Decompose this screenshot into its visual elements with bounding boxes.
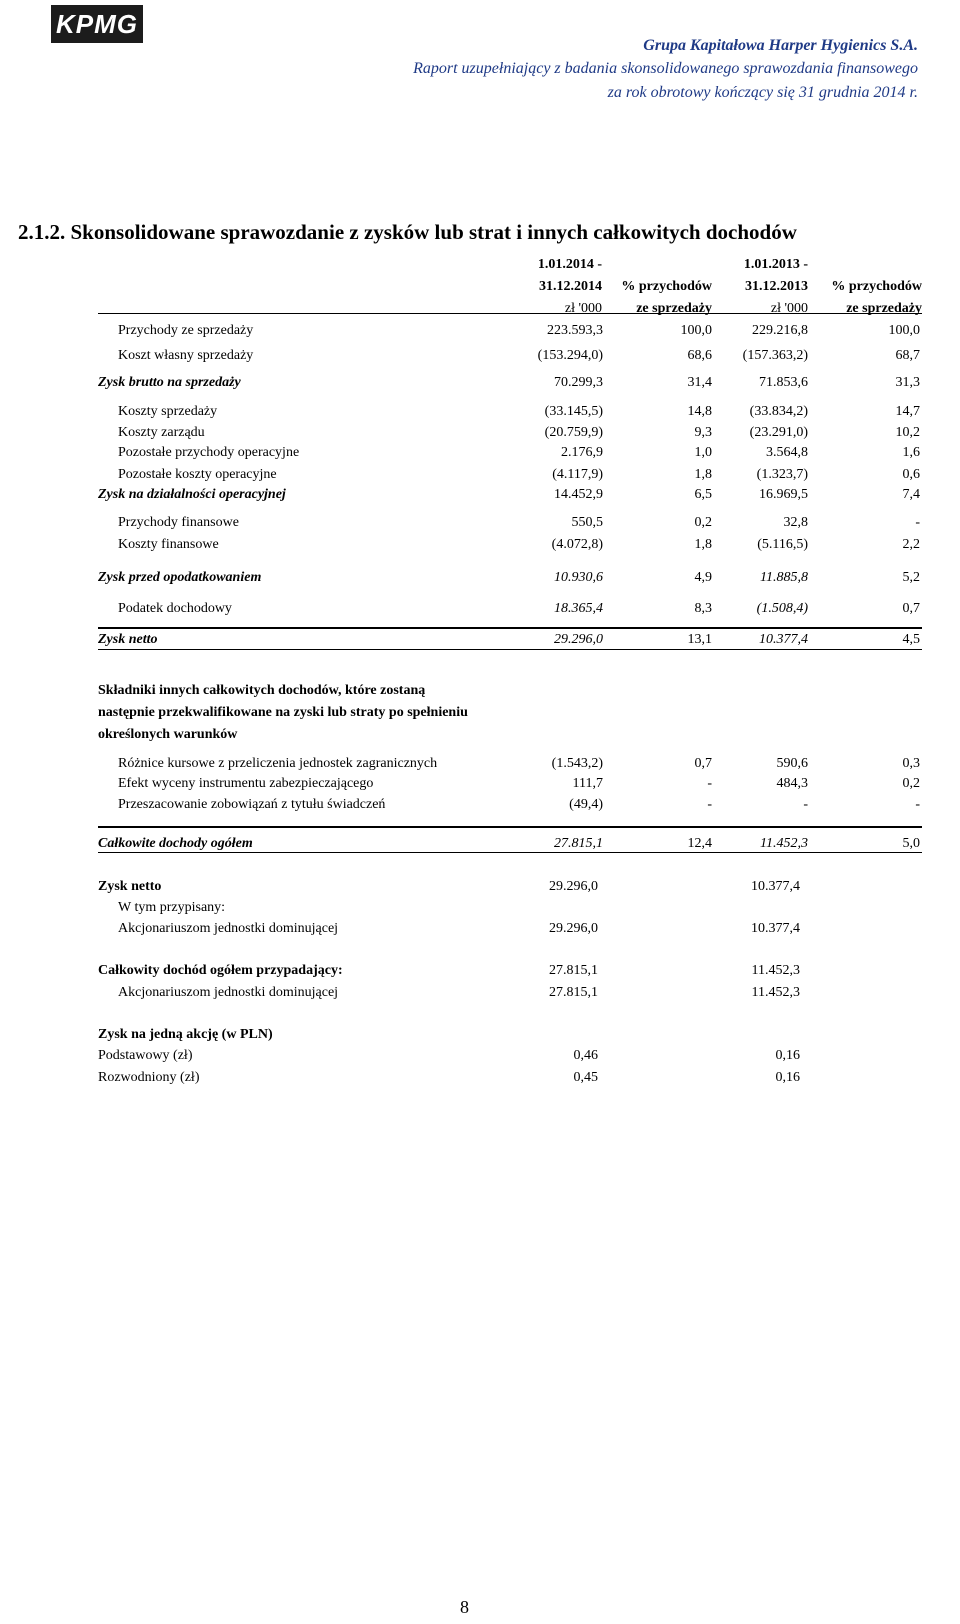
pct-2014: - [707, 776, 712, 791]
attribution-label: Zysk netto [98, 879, 162, 894]
pct-2014: 12,4 [687, 836, 712, 851]
page-number: 8 [460, 1597, 469, 1617]
value-2014: 2.176,9 [561, 445, 603, 460]
value-2014: (49,4) [569, 797, 603, 812]
report-period: za rok obrotowy kończący się 31 grudnia 2014 r. [607, 84, 918, 101]
net-profit-top-rule [98, 627, 922, 629]
pct-2014: 1,8 [694, 467, 712, 482]
pct-2013: 1,6 [902, 445, 920, 460]
pct-2014: 1,8 [694, 537, 712, 552]
value-2014: 10.930,6 [554, 570, 603, 585]
value-2013: 71.853,6 [759, 375, 808, 390]
value-2014: 223.593,3 [547, 323, 603, 338]
value-2014: 70.299,3 [554, 375, 603, 390]
row-label: Koszt własny sprzedaży [118, 348, 254, 363]
row-label: Zysk przed opodatkowaniem [98, 570, 262, 585]
value-2014: 27.815,1 [549, 963, 598, 978]
value-2014: 29.296,0 [549, 879, 598, 894]
value-2014: (20.759,9) [544, 425, 603, 440]
pct-2014: 100,0 [680, 323, 712, 338]
value-2014: 27.815,1 [549, 985, 598, 1000]
pct-2014: 14,8 [687, 404, 712, 419]
section-title: 2.1.2. Skonsolidowane sprawozdanie z zysków lub strat i innych całkowitych dochodów [18, 220, 797, 244]
pct-2014: 8,3 [694, 601, 712, 616]
value-2013: 11.452,3 [760, 836, 808, 851]
value-2013: (157.363,2) [742, 348, 808, 363]
value-2014: 550,5 [571, 515, 603, 530]
eps-2014: 0,46 [573, 1048, 598, 1063]
eps-label: Rozwodniony (zł) [98, 1070, 200, 1085]
pct-2014: 0,7 [694, 756, 712, 771]
pct-2013: 100,0 [888, 323, 920, 338]
pct-2013: 5,2 [902, 570, 920, 585]
eps-2013: 0,16 [775, 1048, 800, 1063]
value-2013: - [803, 797, 808, 812]
pct-2014: 4,9 [694, 570, 712, 585]
row-label: Zysk netto [98, 632, 158, 647]
row-label: Przychody finansowe [118, 515, 239, 530]
pct-2013: 2,2 [902, 537, 920, 552]
oci-row-label: Różnice kursowe z przeliczenia jednostek zagranicznych [118, 756, 438, 771]
col-header-2014: 1.01.2014 - 31.12.2014 zł '000 [537, 257, 602, 316]
oci-title: Składniki innych całkowitych dochodów, które zostaną następnie przekwalifikowane na zyski lub straty po spełnieniu określonych warunków [98, 683, 468, 742]
pct-2013: 0,6 [902, 467, 920, 482]
row-label: Zysk brutto na sprzedaży [98, 375, 241, 390]
value-2014: 27.815,1 [554, 836, 603, 851]
eps-2013: 0,16 [775, 1070, 800, 1085]
value-2013: (1.323,7) [756, 467, 808, 482]
value-2014: 111,7 [572, 776, 603, 791]
pct-2013: 4,5 [902, 632, 920, 647]
header-rule [98, 313, 922, 314]
value-2013: 11.885,8 [760, 570, 808, 585]
row-label: Koszty sprzedaży [118, 404, 218, 419]
pct-2013: 14,7 [895, 404, 920, 419]
value-2013: 590,6 [776, 756, 808, 771]
eps-label: Podstawowy (zł) [98, 1048, 193, 1063]
row-label: Koszty finansowe [118, 537, 219, 552]
eps-2014: 0,45 [573, 1070, 598, 1085]
pct-2013: 7,4 [902, 487, 920, 502]
value-2014: 18.365,4 [554, 601, 603, 616]
value-2013: 229.216,8 [752, 323, 808, 338]
pct-2014: 0,2 [694, 515, 712, 530]
row-label: Pozostałe przychody operacyjne [118, 445, 300, 460]
value-2013: (23.291,0) [749, 425, 808, 440]
kpmg-logo: KPMG [51, 5, 143, 43]
attribution-label: Całkowity dochód ogółem przypadający: [98, 963, 343, 978]
pct-2013: 10,2 [895, 425, 920, 440]
pct-2014: 9,3 [694, 425, 712, 440]
value-2014: (33.145,5) [544, 404, 603, 419]
pct-2013: - [915, 515, 920, 530]
value-2014: (4.117,9) [552, 467, 603, 482]
pct-2014: 6,5 [694, 487, 712, 502]
report-title: Raport uzupełniający z badania skonsolidowanego sprawozdania finansowego [413, 60, 918, 77]
value-2014: (153.294,0) [537, 348, 603, 363]
value-2014: 14.452,9 [554, 487, 603, 502]
value-2013: 484,3 [776, 776, 808, 791]
value-2013: 32,8 [783, 515, 808, 530]
col-header-2013: 1.01.2013 - 31.12.2013 zł '000 [743, 257, 808, 316]
pct-2013: 0,7 [902, 601, 920, 616]
attribution-label: Akcjonariuszom jednostki dominującej [118, 985, 339, 1000]
pct-2013: - [915, 797, 920, 812]
attribution-label: Akcjonariuszom jednostki dominującej [118, 921, 339, 936]
pct-2014: 31,4 [687, 375, 712, 390]
value-2014: (4.072,8) [551, 537, 603, 552]
pct-2014: 1,0 [694, 445, 712, 460]
oci-row-label: Efekt wyceny instrumentu zabezpieczającego [118, 776, 374, 791]
row-label: Koszty zarządu [118, 425, 205, 440]
pct-2013: 0,3 [902, 756, 920, 771]
row-label: Pozostałe koszty operacyjne [118, 467, 277, 482]
pct-2014: - [707, 797, 712, 812]
row-label: Zysk na działalności operacyjnej [98, 487, 286, 502]
value-2013: (1.508,4) [756, 601, 808, 616]
total-ci-top-rule [98, 826, 922, 828]
oci-row-label: Przeszacowanie zobowiązań z tytułu świadczeń [118, 797, 386, 812]
value-2013: 10.377,4 [751, 921, 800, 936]
value-2013: 11.452,3 [751, 963, 800, 978]
pct-2013: 5,0 [902, 836, 920, 851]
value-2014: (1.543,2) [551, 756, 603, 771]
row-label: Przychody ze sprzedaży [118, 323, 254, 338]
attribution-label: W tym przypisany: [118, 900, 226, 915]
value-2013: 10.377,4 [751, 879, 800, 894]
value-2014: 29.296,0 [554, 632, 603, 647]
value-2013: (5.116,5) [757, 537, 808, 552]
eps-title: Zysk na jedną akcję (w PLN) [98, 1027, 273, 1042]
pct-2013: 31,3 [895, 375, 920, 390]
total-ci-bottom-rule [98, 852, 922, 853]
col-header-pct-2013: % przychodów ze sprzedaży [831, 279, 922, 316]
pct-2013: 0,2 [902, 776, 920, 791]
col-header-pct-2014: % przychodów ze sprzedaży [621, 279, 712, 316]
value-2013: 16.969,5 [759, 487, 808, 502]
pct-2014: 13,1 [687, 632, 712, 647]
net-profit-bottom-rule [98, 649, 922, 650]
pct-2014: 68,6 [687, 348, 712, 363]
value-2013: 10.377,4 [759, 632, 808, 647]
pct-2013: 68,7 [895, 348, 920, 363]
value-2013: 3.564,8 [766, 445, 808, 460]
value-2014: 29.296,0 [549, 921, 598, 936]
company-name: Grupa Kapitałowa Harper Hygienics S.A. [643, 37, 918, 54]
value-2013: (33.834,2) [749, 404, 808, 419]
total-ci-label: Całkowite dochody ogółem [98, 836, 253, 851]
value-2013: 11.452,3 [751, 985, 800, 1000]
row-label: Podatek dochodowy [118, 601, 232, 616]
